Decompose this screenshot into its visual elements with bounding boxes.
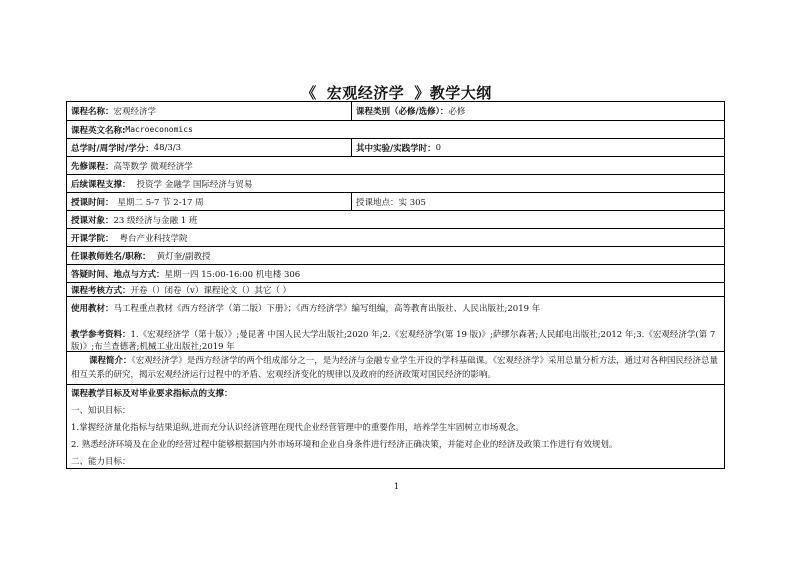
row-hours xyxy=(67,138,724,156)
lab-hours-value: 0 xyxy=(435,142,442,153)
college-value: 粤台产业科技学院 xyxy=(119,233,188,244)
prerequisites-label: 先修课程： xyxy=(71,161,114,172)
schedule-time-label: 授课时间： xyxy=(71,197,114,208)
row-prerequisites xyxy=(67,156,724,174)
title-suffix: 》教学大纲 xyxy=(414,84,492,102)
references-label: 教学参考资料： xyxy=(71,330,131,340)
title-course-name: 宏观经济学 xyxy=(326,84,405,102)
row-objectives xyxy=(67,384,724,468)
schedule-time-value: 星期二 5-7 节 2-17 周 xyxy=(117,197,204,208)
office-hours-cell xyxy=(67,265,724,282)
row-english-name xyxy=(67,120,724,138)
prerequisites-value: 高等数学 微观经济学 xyxy=(113,161,193,172)
hours-value: 48/3/3 xyxy=(153,142,182,153)
office-hours-value: 星期一四 15:00-16:00 机电楼 306 xyxy=(164,269,301,280)
prerequisites-cell xyxy=(67,157,724,174)
teacher-cell xyxy=(67,247,724,264)
course-type-value: 必修 xyxy=(448,107,466,117)
document-title xyxy=(0,84,793,102)
follow-up-value: 投资学 金融学 国际经济与贸易 xyxy=(136,179,253,190)
row-audience xyxy=(67,210,724,228)
course-type-cell xyxy=(352,102,724,120)
course-type-label: 课程类别（必修/选修）： xyxy=(356,107,449,117)
college-cell xyxy=(67,229,724,246)
course-name-cell xyxy=(67,102,352,120)
follow-up-label: 后续课程支撑： xyxy=(71,179,131,190)
textbook-label: 使用教材： xyxy=(71,304,114,314)
references-value: 1.《宏观经济学（第十版）》;曼昆著 中国人民大学出版社;2020 年;2.《宏观经济学(第 19 版)》;萨缪尔森著;人民邮电出版社;2012 年;3.《宏观经济学(第 7 版)》;布兰查德著;机械工业出版社;2019 年 xyxy=(71,330,716,351)
textbook-value: 马工程重点教材《西方经济学（第二版）下册》；《西方经济学》编写组编，高等教育出版社、人民出版社;2019 年 xyxy=(113,304,541,314)
assessment-value: 开卷（）闭卷（v）课程论文（）其它（ ） xyxy=(130,285,292,296)
row-course-name xyxy=(67,102,724,120)
english-name-cell xyxy=(67,121,724,138)
row-schedule xyxy=(67,192,724,210)
objective-line: 1.掌握经济量化指标与结果追纵,进而充分认识经济管理在现代企业经营管理中的重要作用，培养学生牢固树立市场观念。 xyxy=(71,423,524,433)
lab-hours-label: 其中实验/实践学时： xyxy=(356,143,436,154)
materials-cell xyxy=(67,297,724,351)
schedule-place-cell xyxy=(352,193,724,210)
title-open-bracket: 《 xyxy=(301,84,317,102)
hours-cell xyxy=(67,139,352,156)
row-teacher xyxy=(67,246,724,264)
intro-value: 《宏观经济学》是西方经济学的两个组成部分之一，是为经济与金融专业学生开设的学科基础课。《宏观经济学》采用总量分析方法，通过对各种国民经济总量相互关系的研究，揭示宏观经济运行过程中的矛盾、宏观经济变化的规律以及政府的经济政策对国民经济的影响。 xyxy=(71,356,719,380)
teacher-value: 黄灯奎/副教授 xyxy=(156,251,211,262)
objectives-label: 课程教学目标及对毕业要求指标点的支撑： xyxy=(71,389,233,399)
objective-line: 2. 熟悉经济环境及在企业的经营过程中能够根据国内外市场环境和企业自身条件进行经济正确决策，并能对企业的经济及政策工作进行有效规划。 xyxy=(71,440,618,450)
references-line xyxy=(71,329,720,351)
schedule-place-label: 授课地点： xyxy=(356,197,399,208)
row-materials xyxy=(67,296,724,351)
intro-cell xyxy=(67,352,724,384)
syllabus-table xyxy=(66,101,725,469)
course-name-label: 课程名称： xyxy=(71,107,114,117)
teacher-label: 任课教师姓名/职称： xyxy=(71,251,151,262)
objective-line: 二、能力目标： xyxy=(71,457,131,467)
textbook-line xyxy=(71,303,720,329)
intro-label: 课程简介： xyxy=(89,356,132,366)
hours-label: 总学时/周学时/学分： xyxy=(71,143,154,154)
assessment-label: 课程考核方式： xyxy=(71,285,131,296)
follow-up-cell xyxy=(67,175,724,192)
objective-line: 一、知识目标： xyxy=(71,406,131,416)
page-number: 1 xyxy=(393,482,400,492)
audience-label: 授课对象： xyxy=(71,215,114,226)
row-follow-up xyxy=(67,174,724,192)
course-name-value: 宏观经济学 xyxy=(113,107,157,117)
row-college xyxy=(67,228,724,246)
english-name-value: Macroeconomics xyxy=(125,125,193,134)
row-intro xyxy=(67,351,724,384)
office-hours-label: 答疑时间、地点与方式： xyxy=(71,269,165,280)
lab-hours-cell xyxy=(352,139,724,156)
audience-value: 23 级经济与金融 1 班 xyxy=(113,215,198,226)
assessment-cell xyxy=(67,283,724,296)
schedule-place-value: 实 305 xyxy=(398,197,426,208)
row-assessment xyxy=(67,282,724,296)
row-office-hours xyxy=(67,264,724,282)
english-name-label: 课程英文名称: xyxy=(71,125,126,136)
objectives-cell xyxy=(67,385,724,468)
audience-cell xyxy=(67,211,724,228)
college-label: 开课学院： xyxy=(71,233,114,244)
schedule-time-cell xyxy=(67,193,352,210)
